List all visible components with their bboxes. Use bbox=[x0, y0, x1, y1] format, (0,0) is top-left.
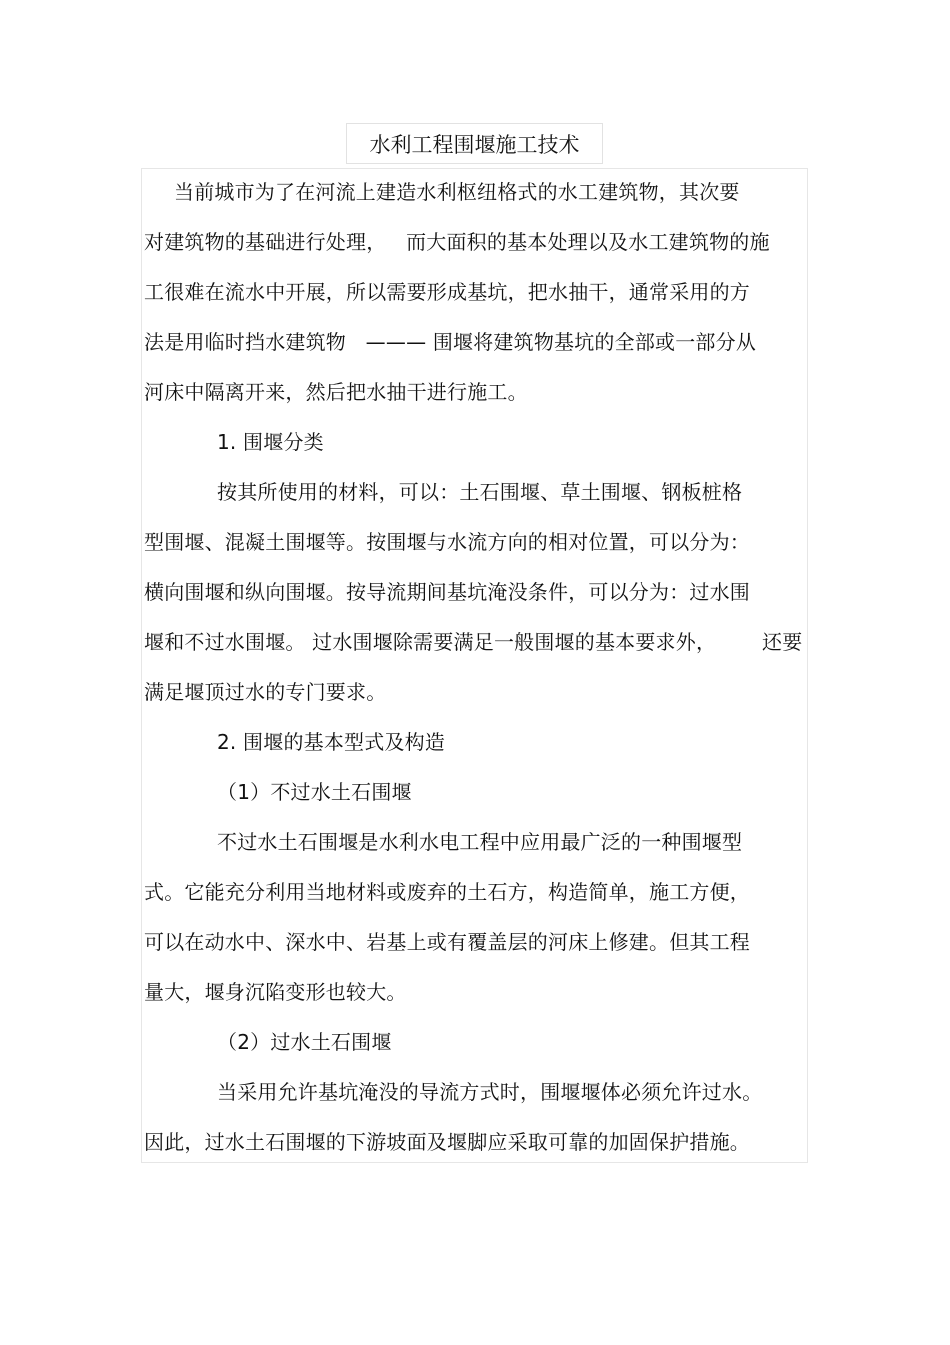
content-frame bbox=[141, 168, 808, 1163]
text-line: 河床中隔离开来，然后把水抽干进行施工。 bbox=[144, 380, 528, 404]
text-line: 式。它能充分利用当地材料或废弃的土石方，构造简单，施工方便， bbox=[144, 880, 750, 904]
text-line: 法是用临时挡水建筑物 ——— 围堰将建筑物基坑的全部或一部分从 bbox=[144, 330, 757, 354]
text-line: 因此，过水土石围堰的下游坡面及堰脚应采取可靠的加固保护措施。 bbox=[144, 1130, 750, 1154]
title-box bbox=[346, 123, 603, 164]
document-title: 水利工程围堰施工技术 bbox=[369, 133, 580, 157]
text-line: 不过水土石围堰是水利水电工程中应用最广泛的一种围堰型 bbox=[217, 830, 743, 854]
text-line: 横向围堰和纵向围堰。按导流期间基坑淹没条件，可以分为：过水围 bbox=[144, 580, 750, 604]
text-line: 按其所使用的材料，可以：土石围堰、草土围堰、钢板桩格 bbox=[217, 480, 743, 504]
section-heading: 1. 围堰分类 bbox=[217, 430, 324, 454]
text-line: 量大，堰身沉陷变形也较大。 bbox=[144, 980, 407, 1004]
text-line: 当前城市为了在河流上建造水利枢纽格式的水工建筑物，其次要 bbox=[174, 180, 740, 204]
subsection-heading: （2）过水土石围堰 bbox=[217, 1030, 392, 1054]
text-line: 工很难在流水中开展，所以需要形成基坑，把水抽干，通常采用的方 bbox=[144, 280, 750, 304]
text-line: 满足堰顶过水的专门要求。 bbox=[144, 680, 387, 704]
text-line: 可以在动水中、深水中、岩基上或有覆盖层的河床上修建。但其工程 bbox=[144, 930, 750, 954]
section-heading: 2. 围堰的基本型式及构造 bbox=[217, 730, 446, 754]
text-line: 堰和不过水围堰。 过水围堰除需要满足一般围堰的基本要求外， 还要 bbox=[144, 630, 803, 654]
text-line: 当采用允许基坑淹没的导流方式时，围堰堰体必须允许过水。 bbox=[217, 1080, 763, 1104]
subsection-heading: （1）不过水土石围堰 bbox=[217, 780, 412, 804]
text-line: 对建筑物的基础进行处理， 而大面积的基本处理以及水工建筑物的施 bbox=[144, 230, 770, 254]
text-line: 型围堰、混凝土围堰等。按围堰与水流方向的相对位置，可以分为： bbox=[144, 530, 750, 554]
